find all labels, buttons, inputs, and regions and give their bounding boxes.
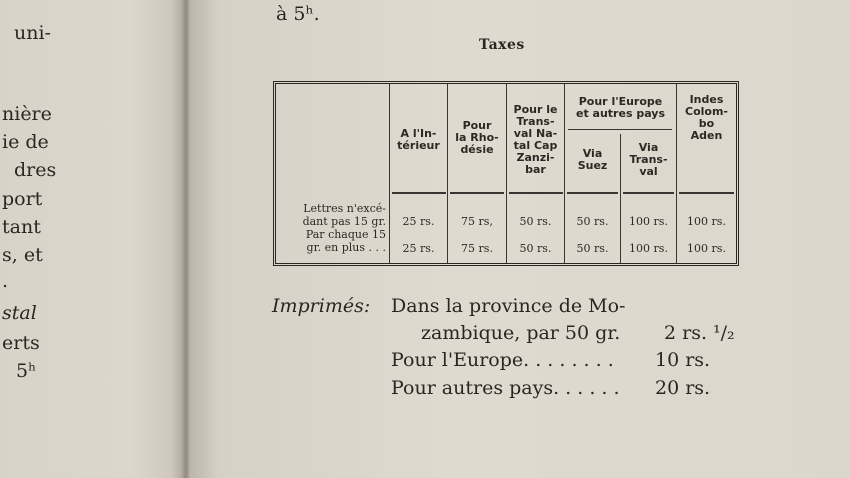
table-cell: 75 rs, — [461, 215, 493, 228]
table-cell: 50 rs. — [519, 242, 552, 255]
imprimes-line3: Pour l'Europe. . . . . . . . — [391, 349, 614, 371]
table-cell: 50 rs. — [576, 242, 609, 255]
row-label-lettres: Lettres n'excé- dant pas 15 gr. — [302, 202, 386, 228]
imprimes-line4: Pour autres pays. . . . . . — [391, 377, 620, 399]
left-fragment: stal — [2, 302, 37, 324]
header-rhodesie: Pour la Rho- désie — [455, 119, 499, 156]
table-title: Taxes — [479, 37, 525, 53]
imprimes-line1: Dans la province de Mo- — [391, 295, 626, 317]
top-line: à 5ʰ. — [276, 3, 320, 25]
imprimes-line2-price: 2 rs. ¹/₂ — [664, 322, 735, 344]
header-indes: Indes Colom- bo Aden — [685, 93, 728, 142]
left-fragment: . — [2, 270, 9, 292]
imprimes-line4-price: 20 rs. — [655, 377, 711, 399]
left-fragment: ie de — [2, 131, 49, 153]
table-cell: 100 rs. — [687, 242, 726, 255]
book-gutter — [181, 0, 191, 478]
table-cell: 50 rs. — [576, 215, 609, 228]
left-fragment: uni- — [14, 22, 51, 44]
header-europe-group: Pour l'Europe et autres pays — [576, 95, 665, 120]
left-fragment: 5ʰ — [16, 360, 37, 382]
left-fragment: nière — [2, 103, 52, 125]
imprimes-label: Imprimés: — [272, 295, 371, 317]
left-fragment: s, et — [2, 244, 43, 266]
header-interieur: A l'In- térieur — [397, 127, 440, 152]
table-cell: 100 rs. — [687, 215, 726, 228]
left-page — [0, 0, 186, 478]
table-cell: 100 rs. — [629, 215, 668, 228]
subheader-via-suez: Via Suez — [577, 147, 608, 172]
imprimes-line2: zambique, par 50 gr. — [421, 322, 621, 344]
table-cell: 25 rs. — [402, 242, 435, 255]
left-fragment: tant — [2, 216, 41, 238]
header-transval: Pour le Trans- val Na- tal Cap Zanzi- bar — [513, 103, 558, 176]
tax-table — [273, 81, 739, 266]
table-cell: 75 rs. — [461, 242, 493, 255]
table-cell: 25 rs. — [402, 215, 435, 228]
left-fragment: erts — [2, 332, 40, 354]
row-label-par-chaque: Par chaque 15 gr. en plus . . . — [305, 228, 386, 254]
subheader-via-transval: Via Trans- val — [629, 141, 668, 178]
table-cell: 50 rs. — [519, 215, 552, 228]
left-fragment: dres — [14, 159, 57, 181]
imprimes-line3-price: 10 rs. — [655, 349, 711, 371]
left-fragment: port — [2, 188, 43, 210]
table-cell: 100 rs. — [629, 242, 668, 255]
